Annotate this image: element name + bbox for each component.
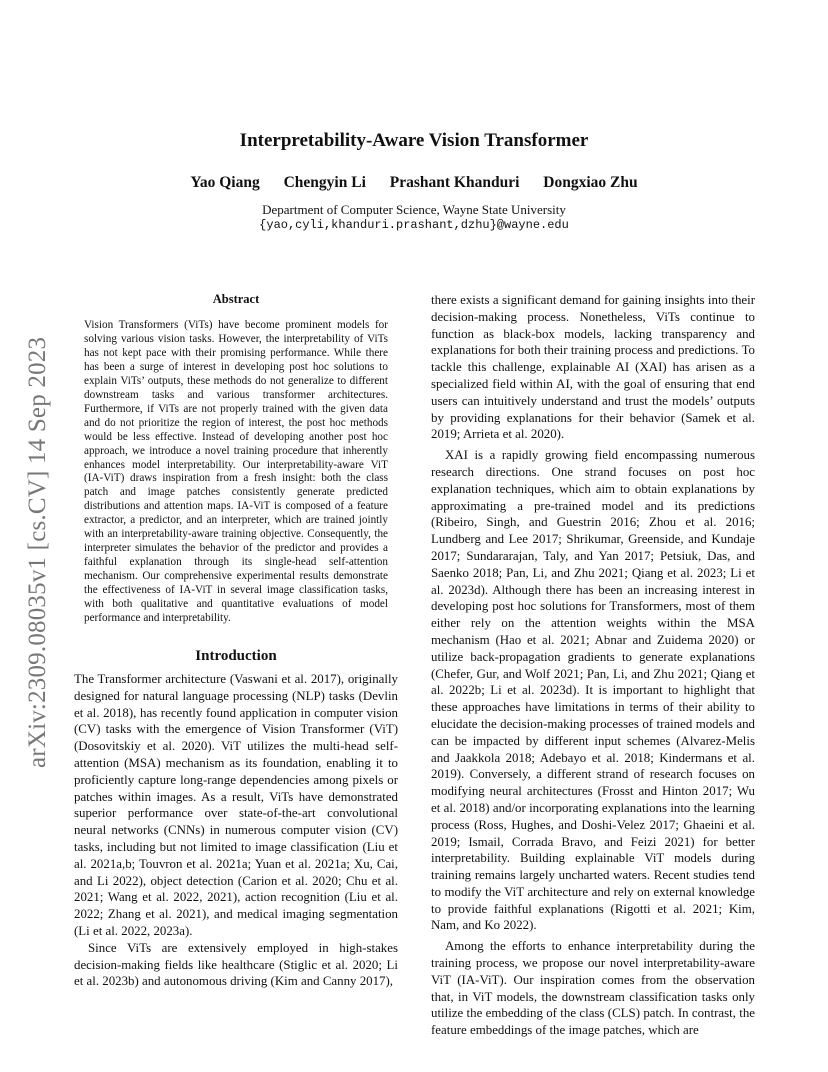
right-column [431, 292, 755, 1039]
abstract-text: Vision Transformers (ViTs) have become prominent models for solving various vision tasks. However, the interpretability of ViTs has not kept pace with their promising performance. While there has been a surge of interest in developing post hoc solutions to explain ViTs’ outputs, these methods do not generalize to different downstream tasks and various transformer architectures. Furthermore, if ViTs are not properly trained with the given data and do not prioritize the region of interest, the post hoc methods would be less effective. Instead of developing another post hoc approach, we introduce a novel training procedure that inherently enhances model interpretability. Our interpretability-aware ViT (IA-ViT) draws inspiration from a fresh insight: both the class patch and image patches consistently generate predicted distributions and attention maps. IA-ViT is composed of a feature extractor, a predictor, and an interpreter, which are trained jointly with an interpretability-aware training objective. Consequently, the interpreter simulates the behavior of the predictor and provides a faithful explanation through its single-head self-attention mechanism. Our comprehensive experimental results demonstrate the effectiveness of IA-ViT in several image classification tasks, with both qualitative and quantitative evaluations of model performance and interpretability. [84, 319, 388, 625]
intro-paragraph: The Transformer architecture (Vaswani et al. 2017), originally designed for natural language processing (NLP) tasks (Devlin et al. 2018), has recently found application in computer vision (CV) tasks with the emergence of Vision Transformer (ViT) (Dosovitskiy et al. 2020). ViT utilizes the multi-head self-attention (MSA) mechanism as its foundation, enabling it to proficiently capture long-range dependencies among pixels or patches within images. As a result, ViTs have demonstrated superior performance over state-of-the-art convolutional neural networks (CNNs) in numerous computer vision (CV) tasks, including but not limited to image classification (Liu et al. 2021a,b; Touvron et al. 2021a; Yuan et al. 2021a; Xu, Cai, and Li 2022), object detection (Carion et al. 2020; Chu et al. 2021; Wang et al. 2022, 2021), action recognition (Liu et al. 2022; Zhang et al. 2021), and medical imaging segmentation (Li et al. 2022, 2023a). [74, 671, 398, 938]
intro-paragraph: Since ViTs are extensively employed in high-stakes decision-making fields like healthcare (Stiglic et al. 2020; Li et al. 2023b) and autonomous driving (Kim and Canny 2017), [74, 940, 398, 989]
paper-title: Interpretability-Aware Vision Transformer [239, 130, 589, 151]
author-list [0, 174, 828, 192]
intro-paragraph: Among the efforts to enhance interpretability during the training process, we propose our novel interpretability-aware ViT (IA-ViT). Our inspiration comes from the observation that, in ViT models, the downstream classification tasks only utilize the embedding of the class (CLS) patch. In contrast, the feature embeddings of the image patches, which are [431, 939, 755, 1038]
author-name: Prashant Khanduri [389, 174, 520, 191]
left-column [74, 292, 398, 990]
intro-paragraph: XAI is a rapidly growing field encompassing numerous research directions. One strand focuses on post hoc explanation techniques, which aim to obtain explanations by approximating a pre-trained model and its predictions (Ribeiro, Singh, and Guestrin 2016; Zhou et al. 2016; Lundberg and Lee 2017; Shrikumar, Greenside, and Kundaje 2017; Sundararajan, Taly, and Yan 2017; Petsiuk, Das, and Saenko 2018; Pan, Li, and Zhu 2021; Qiang et al. 2023; Li et al. 2023d). Although there has been an increasing interest in developing post hoc solutions for Transformers, most of them either rely on the attention weights within the MSA mechanism (Hao et al. 2021; Abnar and Zuidema 2020) or utilize back-propagation gradients to generate explanations (Chefer, Gur, and Wolf 2021; Pan, Li, and Zhu 2021; Qiang et al. 2022b; Li et al. 2023d). It is important to highlight that these approaches have limitations in terms of their ability to elucidate the decision-making processes of trained models and can be impacted by different input schemes (Alvarez-Melis and Jaakkola 2018; Adebayo et al. 2018; Kindermans et al. 2019). Conversely, a different strand of research focuses on modifying neural architectures (Frosst and Hinton 2017; Wu et al. 2018) and/or incorporating explanations into the learning process (Ross, Hughes, and Doshi-Velez 2017; Ghaeini et al. 2019; Ismail, Corrada Bravo, and Feizi 2021) for better interpretability. Building explainable ViT models during training remains largely uncharted waters. Recent studies tend to modify the ViT architecture and rely on external knowledge to provide faithful explanations (Rigotti et al. 2021; Kim, Nam, and Ko 2022). [431, 448, 755, 933]
author-name: Yao Qiang [190, 174, 260, 191]
affiliation: Department of Computer Science, Wayne State University [262, 202, 566, 217]
author-name: Dongxiao Zhu [543, 174, 638, 191]
arxiv-identifier: arXiv:2309.08035v1 [cs.CV] 14 Sep 2023 [24, 336, 51, 768]
introduction-heading: Introduction [195, 647, 277, 664]
intro-paragraph: there exists a significant demand for gaining insights into their decision-making process. Nonetheless, ViTs continue to function as black-box models, lacking transparency and explanations for both their training process and predictions. To tackle this challenge, explainable AI (XAI) has arisen as a specialized field within AI, with the goal of ensuring that end users can intuitively understand and trust the models’ outputs by providing explanations for their behavior (Samek et al. 2019; Arrieta et al. 2020). [431, 293, 755, 442]
author-name: Chengyin Li [283, 174, 366, 191]
abstract-heading: Abstract [212, 292, 260, 306]
author-emails: {yao,cyli,khanduri.prashant,dzhu}@wayne.edu [259, 218, 569, 232]
